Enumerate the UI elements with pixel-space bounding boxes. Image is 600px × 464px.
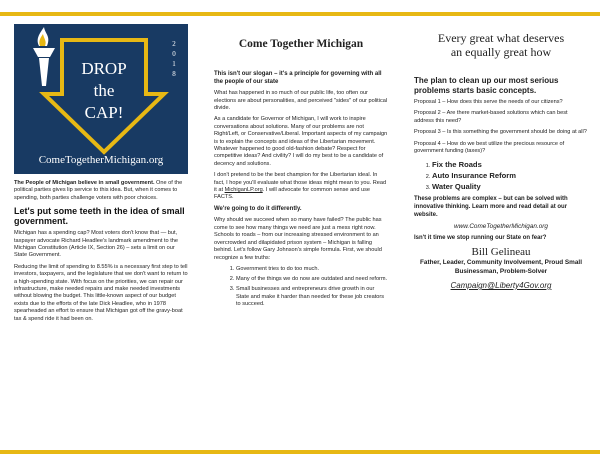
torch-icon — [33, 27, 55, 86]
panel-middle — [200, 0, 400, 464]
accent-bar-top — [0, 12, 200, 16]
panel-title-line2: an equally great how — [450, 44, 552, 59]
website-link[interactable]: www.ComeTogetherMichigan.org — [454, 223, 548, 231]
accent-bar-bottom — [400, 450, 600, 454]
logo-cap-text: CAP! — [84, 103, 124, 122]
accent-bar-bottom — [200, 450, 400, 454]
candidate-paragraph: As a candidate for Governor of Michigan, I will work to inspire conversations about solutions. Many of our problems are not Right/Left, or Conservative/Liberal. Important aspects of my campaign is to explain the concepts and ideas of the Libertarian movement. Whatever happened to good old-fashion debate? Respect for competitive ideas? And civility? I will do my best to be a candidate of decency and solutions. — [214, 116, 388, 167]
proposal-item: Proposal 3 – Is this something the government should be doing at all? — [414, 129, 587, 136]
priorities-list — [414, 159, 588, 192]
proposal-item: Proposal 4 – How do we best utilize the precious resource of government funding (taxes)? — [414, 140, 565, 155]
right-content — [414, 76, 588, 290]
differently-heading: We're going to do it differently. — [214, 205, 302, 212]
logo-the-text: the — [93, 81, 115, 100]
panel-right — [400, 0, 600, 464]
torch-arrow-graphic — [14, 24, 188, 174]
middle-body — [214, 38, 388, 50]
libertarian-text: I don't pretend to be the best champion for the Libertarian ideal. In fact, I hope you'll evaluate what those ideas might mean to you. Read it at — [214, 172, 387, 194]
accent-bar-bottom — [0, 450, 200, 454]
slogan-subtitle: This isn't our slogan – it's a principle for governing with all the people of our state — [214, 71, 382, 85]
priority-item: 2. Auto Insurance Reform — [432, 170, 588, 181]
small-government-heading: Let's put some teeth in the idea of small government. — [14, 206, 185, 227]
candidate-name: Bill Gelineau — [471, 246, 531, 259]
campaign-email-link[interactable]: Campaign@Liberty4Gov.org — [450, 281, 552, 291]
priority-item: 1. Fix the Roads — [432, 159, 588, 170]
problems-paragraph: These problems are complex – but can be solved with innovative thinking. Learn more and read detail at our website. — [414, 196, 568, 218]
fear-question: Isn't it time we stop running our State on fear? — [414, 234, 547, 241]
logo-year-digit: 0 — [172, 50, 176, 58]
public-life-paragraph: What has happened in so much of our public life, too often our elections are about personalities, and perceived "sides" of our political divide. — [214, 90, 388, 111]
libertarian-text-end: . I will advocate for common sense and use FACTS. — [214, 187, 371, 201]
drop-the-cap-logo — [14, 24, 188, 174]
logo-year-digit: 2 — [172, 40, 176, 48]
right-body — [414, 32, 588, 59]
spending-cap-paragraph: Michigan has a spending cap? Most voters don't know that — but, taxpayer advocate Richard Headlee's landmark amendment to the Michigan Constitution (Article IX, Section 26) – sets a limit on our State Government. — [14, 230, 178, 259]
list-item: 2. Many of the things we do now are outdated and need reform. — [236, 276, 388, 283]
proposal-item: Proposal 2 – Are there market-based solutions which can best address this need? — [414, 110, 568, 124]
intro-rest: One of the political parties gives lip service to this idea. But, when it comes to spending, both parties challenge voters with poor choices. — [14, 180, 183, 201]
libertarian-paragraph — [214, 172, 388, 202]
truths-list — [214, 266, 388, 308]
why-succeed-paragraph: Why should we succeed when so many have failed? The public has come to see how many things we need are just a mess right now. Schools to roads – from our increasing stressed environment to an overcrowded and dilapidated prison system – Michigan is falling behind. Let's follow Gary Johnson's simple formula. First, we should recognize a few truths: — [214, 217, 382, 261]
michiganlp-link[interactable]: MichiganLP.org — [224, 187, 263, 194]
left-body — [14, 180, 188, 327]
logo-year-digit: 8 — [172, 70, 176, 78]
list-item: 3. Small businesses and entrepreneurs drive growth in our State and make it harder than needed for these job creators to succeed. — [236, 286, 388, 308]
intro-lead: The People of Michigan believe in small government. — [14, 180, 155, 186]
logo-drop-text: DROP — [81, 59, 127, 78]
list-item: 1. Government tries to do too much. — [236, 266, 388, 273]
panel-title-line1: Every great what deserves — [437, 31, 565, 45]
proposal-item: Proposal 1 – How does this serve the needs of our citizens? — [414, 99, 563, 105]
panel-left — [0, 0, 200, 464]
logo-url: ComeTogetherMichigan.org — [38, 154, 164, 166]
accent-bar-top — [200, 12, 400, 16]
middle-content — [214, 71, 388, 312]
intro-paragraph — [14, 180, 188, 202]
panel-title: Come Together Michigan — [238, 38, 364, 50]
plan-heading: The plan to clean up our most serious problems starts basic concepts. — [414, 76, 559, 95]
priority-item: 3. Water Quality — [432, 181, 588, 192]
accent-bar-top — [400, 12, 600, 16]
logo-year-digit: 1 — [172, 60, 176, 68]
candidate-roles: Father, Leader, Community Involvement, Proud Small Businessman, Problem-Solver — [420, 259, 582, 275]
reducing-limit-paragraph: Reducing the limit of spending to 8.55% is a necessary first step to tell investors, taxpayers, and the legislature that we don't want to return to a high-spending state. With focus on the priorities, we can repair our infrastructure, make needed repairs and make needed investments without blowing the budget. This little-known aspect of our budget exists due to the efforts of the late Dick Headlee, who in 1978 spearheaded an effort to ensure that Michigan got off the gravy-boat tax & spend ride it had been on. — [14, 263, 188, 322]
